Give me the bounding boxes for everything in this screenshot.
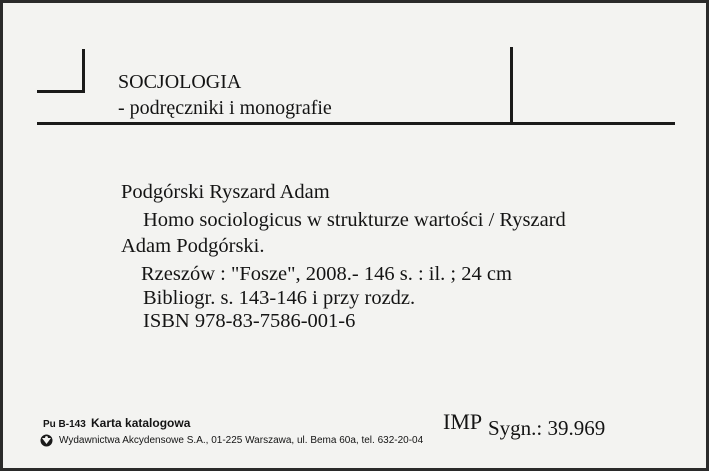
entry-title-line-1: Homo sociologicus w strukturze wartości / Ryszard bbox=[143, 209, 566, 231]
imp-mark: IMP bbox=[443, 409, 483, 434]
entry-title-line-2: Adam Podgórski. bbox=[121, 235, 265, 257]
entry-isbn: ISBN 978-83-7586-001-6 bbox=[143, 310, 356, 332]
header-horizontal-rule bbox=[37, 122, 675, 125]
corner-horizontal-rule bbox=[37, 90, 85, 93]
entry-notes: Bibliogr. s. 143-146 i przy rozdz. bbox=[143, 287, 416, 309]
entry-author: Podgórski Ryszard Adam bbox=[121, 181, 330, 203]
corner-vertical-rule bbox=[82, 49, 85, 93]
publisher-address: Wydawnictwa Akcydensowe S.A., 01-225 Warszawa, ul. Bema 60a, tel. 632-20-04 bbox=[59, 435, 424, 446]
entry-imprint: Rzeszów : "Fosze", 2008.- 146 s. : il. ; 24 cm bbox=[141, 263, 512, 285]
subject-subheading: - podręczniki i monografie bbox=[118, 97, 332, 119]
call-number: Sygn.: 39.969 bbox=[488, 416, 606, 440]
header-vertical-rule bbox=[510, 47, 513, 125]
form-title: Karta katalogowa bbox=[91, 416, 191, 430]
subject-heading: SOCJOLOGIA bbox=[118, 71, 242, 93]
publisher-logo-icon bbox=[39, 433, 54, 448]
form-code: Pu B-143 bbox=[43, 419, 86, 430]
